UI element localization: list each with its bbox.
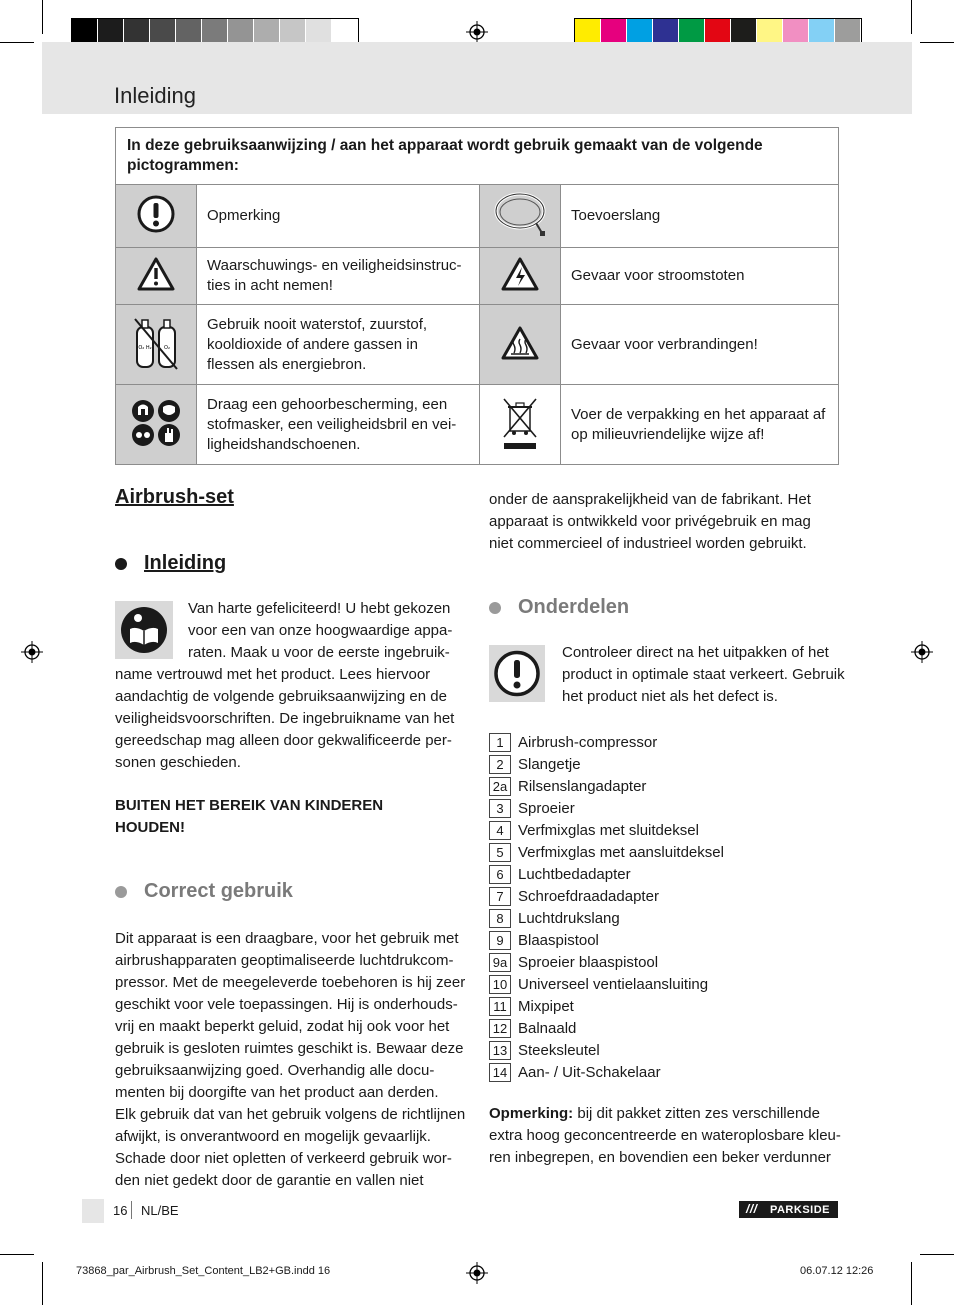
crop-mark	[0, 1254, 34, 1255]
text-line: aandachtig de volgende gebruiksaanwijzing en de	[115, 688, 447, 705]
file-slug: 73868_par_Airbrush_Set_Content_LB2+GB.indd 16	[76, 1265, 331, 1277]
part-number: 14	[489, 1063, 511, 1082]
text-line: het product niet als het defect is.	[562, 688, 778, 705]
part-label: Luchtdrukslang	[518, 909, 620, 927]
text-line: geschikt voor vele toepassingen. Hij is onderhouds-	[115, 996, 458, 1013]
gas-label-left: O₂ H₂	[138, 344, 152, 351]
logo-slashes: ///	[746, 1202, 758, 1216]
intro-paragraph-top	[188, 598, 452, 664]
pictogram-label: Gevaar voor stroomstoten	[561, 248, 839, 305]
crop-mark	[42, 1262, 43, 1305]
part-number: 9	[489, 931, 511, 950]
correct-use-paragraph	[115, 928, 465, 1192]
warning-triangle-icon	[136, 256, 176, 292]
read-manual-icon	[115, 601, 173, 659]
table-row	[116, 385, 839, 465]
list-item	[489, 819, 724, 841]
part-label: Airbrush-compressor	[518, 733, 658, 751]
text-line: Van harte gefeliciteerd! U hebt gekozen	[188, 600, 451, 617]
icon-cell	[116, 248, 197, 305]
part-number: 7	[489, 887, 511, 906]
part-label: Slangetje	[518, 755, 581, 773]
text-line: pressor. Met de meegeleverde toebehoren is hij zeer	[115, 974, 466, 991]
text-line: HOUDEN!	[115, 819, 185, 836]
heading-onderdelen	[489, 596, 629, 619]
icon-cell	[116, 305, 197, 385]
list-item	[489, 841, 724, 863]
text-line: apparaat is ontwikkeld voor privégebruik en mag	[489, 513, 811, 530]
part-number: 12	[489, 1019, 511, 1038]
heading-correct-gebruik	[115, 880, 293, 903]
list-item	[489, 973, 724, 995]
crop-mark	[911, 1262, 912, 1305]
part-number: 2	[489, 755, 511, 774]
list-item	[489, 1061, 724, 1083]
hose-icon	[490, 189, 550, 239]
intro-paragraph-bottom	[115, 664, 454, 774]
icon-cell	[480, 185, 561, 248]
children-warning	[115, 795, 383, 839]
text-line: vrij en maakt beperkt geluid, zodat hij ook voor het	[115, 1018, 450, 1035]
icon-cell	[480, 385, 561, 465]
registration-mark-icon	[911, 641, 933, 663]
part-label: Sproeier blaaspistool	[518, 953, 659, 971]
list-item	[489, 863, 724, 885]
part-label: Universeel ventielaansluiting	[518, 975, 709, 993]
part-label: Rilsenslangadapter	[518, 777, 647, 795]
icon-cell	[480, 248, 561, 305]
part-number: 1	[489, 733, 511, 752]
footer-tab	[82, 1199, 104, 1223]
pictogram-label: Gevaar voor verbrandingen!	[561, 305, 839, 385]
text-line: den niet gedekt door de garantie en vallen niet	[115, 1172, 424, 1189]
part-label: Balnaald	[518, 1019, 577, 1037]
text-line: afwijkt, is onverantwoord en mogelijk gevaarlijk.	[115, 1128, 431, 1145]
crop-mark	[920, 1254, 954, 1255]
pictogram-table	[115, 127, 839, 465]
parts-list	[489, 731, 724, 1083]
page-number: 16	[113, 1203, 128, 1218]
text-line: name vertrouwd met het product. Lees hiervoor	[115, 666, 431, 683]
part-label: Blaaspistool	[518, 931, 599, 949]
pictogram-label: Voer de verpakking en het apparaat af op milieuvriendelijke wijze af!	[561, 385, 839, 465]
list-item	[489, 929, 724, 951]
text-line: product in optimale staat verkeert. Gebruik	[562, 666, 845, 683]
exclamation-icon	[137, 195, 175, 233]
pictogram-label: Waarschuwings- en veiligheidsinstruc-ties in acht nemen!	[197, 248, 480, 305]
text-line: extra hoog geconcentreerde en wateroplosbare kleu-	[489, 1127, 841, 1144]
exclamation-icon	[489, 645, 545, 702]
hot-surface-icon	[500, 325, 540, 361]
text-line: gebruiksaanwijzing goed. Overhandig alle docu-	[115, 1062, 435, 1079]
text-line	[489, 1103, 841, 1125]
section-title-airbrush-set: Airbrush-set	[115, 486, 234, 508]
crossed-bin-icon	[500, 393, 540, 453]
heading-onderdelen-label: Onderdelen	[518, 596, 630, 618]
part-label: Aan- / Uit-Schakelaar	[518, 1063, 661, 1081]
heading-inleiding	[115, 552, 226, 575]
heading-inleiding-label: Inleiding	[144, 552, 227, 574]
text-line: onder de aansprakelijkheid van de fabrikant. Het	[489, 491, 811, 508]
date-slug: 06.07.12 12:26	[800, 1265, 874, 1277]
page-title: Inleiding	[114, 83, 196, 108]
electric-shock-icon	[500, 256, 540, 292]
part-label: Mixpipet	[518, 997, 574, 1015]
list-item	[489, 775, 724, 797]
pictogram-label: Toevoerslang	[561, 185, 839, 248]
part-number: 9a	[489, 953, 511, 972]
list-item	[489, 995, 724, 1017]
part-number: 10	[489, 975, 511, 994]
text-line: voor een van onze hoogwaardige appa-	[188, 622, 453, 639]
pictogram-label: Draag een gehoorbescherming, een stofmasker, een veiligheidsbril en vei-ligheidshandschoenen.	[197, 385, 480, 465]
pictogram-table-heading: In deze gebruiksaanwijzing / aan het apparaat wordt gebruik gemaakt van de volgende pictogrammen:	[116, 128, 839, 185]
bullet-dot	[115, 558, 127, 570]
text-line: ren inbegrepen, en bovendien een beker verdunner	[489, 1149, 831, 1166]
continued-paragraph	[489, 489, 811, 555]
text-line: Controleer direct na het uitpakken of het	[562, 644, 829, 661]
logo-text: PARKSIDE	[769, 1203, 830, 1216]
table-row	[116, 185, 839, 248]
bullet-dot	[489, 602, 501, 614]
part-label: Schroefdraadadapter	[518, 887, 659, 905]
crop-mark	[911, 0, 912, 34]
icon-cell	[116, 385, 197, 465]
text-line: sonen geschieden.	[115, 754, 241, 771]
registration-mark-icon	[466, 21, 488, 43]
page-language: NL/BE	[141, 1203, 179, 1218]
part-label: Verfmixglas met aansluitdeksel	[518, 843, 724, 861]
icon-cell	[116, 185, 197, 248]
list-item	[489, 797, 724, 819]
part-number: 11	[489, 997, 511, 1016]
crop-mark	[42, 0, 43, 34]
text-line: airbrushapparaten geoptimaliseerde luchtdrukcom-	[115, 952, 454, 969]
text-line: veiligheidsvoorschriften. De ingebruikname van het	[115, 710, 455, 727]
list-item	[489, 753, 724, 775]
text-line: Schade door niet opletten of verkeerd gebruik wor-	[115, 1150, 452, 1167]
part-number: 3	[489, 799, 511, 818]
list-item	[489, 1017, 724, 1039]
part-number: 8	[489, 909, 511, 928]
gas-label-right: O₂	[164, 344, 170, 351]
text-line: Dit apparaat is een draagbare, voor het gebruik met	[115, 930, 459, 947]
list-item	[489, 951, 724, 973]
part-label: Verfmixglas met sluitdeksel	[518, 821, 699, 839]
registration-mark-icon	[466, 1262, 488, 1284]
part-number: 4	[489, 821, 511, 840]
text-line: BUITEN HET BEREIK VAN KINDEREN	[115, 797, 384, 814]
part-number: 5	[489, 843, 511, 862]
text-line: Elk gebruik dat van het gebruik volgens de richtlijnen	[115, 1106, 466, 1123]
icon-cell	[480, 305, 561, 385]
note-label: Opmerking:	[489, 1105, 574, 1122]
part-label: Steeksleutel	[518, 1041, 600, 1059]
parts-intro-paragraph	[562, 642, 845, 708]
note-text: bij dit pakket zitten zes verschillende	[573, 1105, 820, 1122]
bullet-dot	[115, 886, 127, 898]
registration-mark-icon	[21, 641, 43, 663]
text-line: raten. Maak u voor de eerste ingebruik-	[188, 644, 450, 661]
list-item	[489, 731, 724, 753]
table-row	[116, 305, 839, 385]
divider	[131, 1201, 132, 1219]
heading-correct-gebruik-label: Correct gebruik	[144, 880, 293, 902]
part-number: 6	[489, 865, 511, 884]
part-number: 2a	[489, 777, 511, 796]
pictogram-label: Gebruik nooit waterstof, zuurstof, kooldioxide of andere gassen in flessen als energiebron.	[197, 305, 480, 385]
note-paragraph	[489, 1103, 841, 1169]
no-gas-bottles-icon	[131, 315, 181, 371]
text-line: menten bij doorgifte van het product aan derden.	[115, 1084, 439, 1101]
table-row	[116, 248, 839, 305]
text-line: gereedschap mag alleen door gekwalificeerde per-	[115, 732, 452, 749]
pictogram-label: Opmerking	[197, 185, 480, 248]
text-line: niet commercieel of industrieel worden gebruikt.	[489, 535, 807, 552]
crop-mark	[920, 42, 954, 43]
part-label: Luchtbedadapter	[518, 865, 631, 883]
part-label: Sproeier	[518, 799, 575, 817]
list-item	[489, 885, 724, 907]
protective-gear-icon	[130, 398, 182, 448]
part-number: 13	[489, 1041, 511, 1060]
parkside-logo	[739, 1201, 838, 1218]
text-line: gebruik is gesloten ruimtes geschikt is. Bewaar deze	[115, 1040, 464, 1057]
crop-mark	[0, 42, 34, 43]
list-item	[489, 1039, 724, 1061]
list-item	[489, 907, 724, 929]
